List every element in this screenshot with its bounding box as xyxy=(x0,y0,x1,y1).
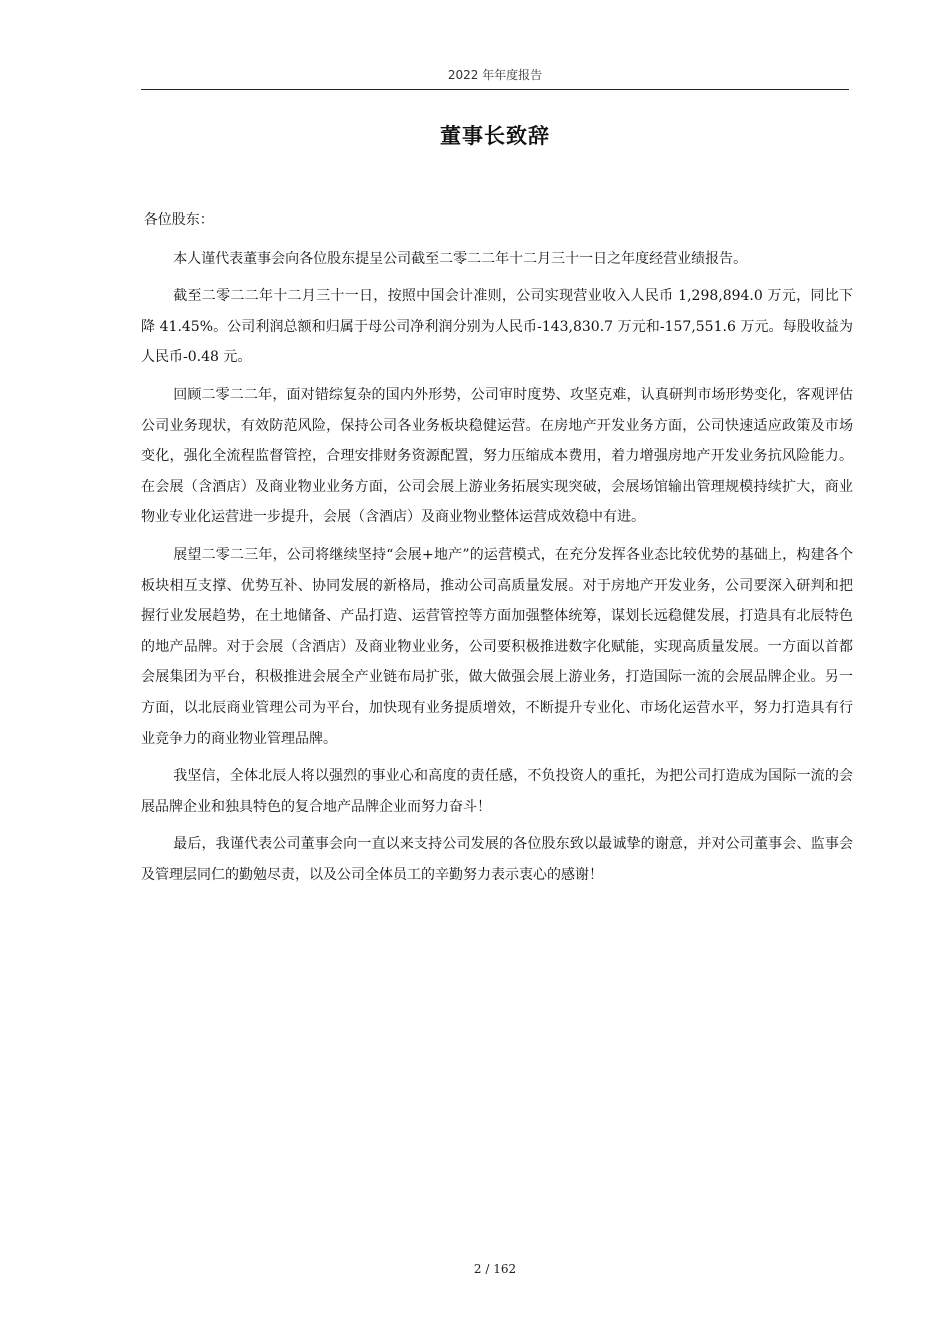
page-title: 董事长致辞 xyxy=(440,124,550,148)
paragraph-acknowledgement: 最后，我谨代表公司董事会向一直以来支持公司发展的各位股东致以最诚挚的谢意，并对公司董事会、监事会及管理层同仁的勤勉尽责，以及公司全体员工的辛勤努力表示衷心的感谢！ xyxy=(141,836,853,883)
letter-body xyxy=(141,205,853,897)
paragraph-outlook-2023: 展望二零二三年，公司将继续坚持“会展+地产”的运营模式，在充分发挥各业态比较优势的基础上，构建各个板块相互支撑、优势互补、协同发展的新格局，推动公司高质量发展。对于房地产开发业务，公司要深入研判和把握行业发展趋势，在土地储备、产品打造、运营管控等方面加强整体统筹，谋划长远稳健发展，打造具有北辰特色的地产品牌。对于会展（含酒店）及商业物业业务，公司要积极推进数字化赋能，实现高质量发展。一方面以首都会展集团为平台，积极推进会展全产业链布局扩张，做大做强会展上游业务，打造国际一流的会展品牌企业。另一方面，以北辰商业管理公司为平台，加快现有业务提质增效，不断提升专业化、市场化运营水平，努力打造具有行业竞争力的商业物业管理品牌。 xyxy=(141,546,853,747)
running-header: 2022 年年度报告 xyxy=(447,68,543,82)
paragraph-commitment: 我坚信，全体北辰人将以强烈的事业心和高度的责任感，不负投资人的重托，为把公司打造成为国际一流的会展品牌企业和独具特色的复合地产品牌企业而努力奋斗！ xyxy=(141,768,853,815)
paragraph-review-2022: 回顾二零二二年，面对错综复杂的国内外形势，公司审时度势、攻坚克难，认真研判市场形势变化，客观评估公司业务现状，有效防范风险，保持公司各业务板块稳健运营。在房地产开发业务方面，公司快速适应政策及市场变化，强化全流程监督管控，合理安排财务资源配置，努力压缩成本费用，着力增强房地产开发业务抗风险能力。在会展（含酒店）及商业物业业务方面，公司会展上游业务拓展实现突破，会展场馆输出管理规模持续扩大，商业物业专业化运营进一步提升，会展（含酒店）及商业物业整体运营成效稳中有进。 xyxy=(141,386,853,526)
paragraph-financial-results: 截至二零二二年十二月三十一日，按照中国会计准则，公司实现营业收入人民币 1,298,894.0 万元，同比下降 41.45%。公司利润总额和归属于母公司净利润分别为人民币-143,830.7 万元和-157,551.6 万元。每股收益为人民币-0.48 元。 xyxy=(141,288,853,366)
page-number: 2 / 162 xyxy=(473,1262,517,1276)
header-divider xyxy=(141,89,849,90)
salutation: 各位股东： xyxy=(143,212,214,228)
paragraph-intro: 本人谨代表董事会向各位股东提呈公司截至二零二二年十二月三十一日之年度经营业绩报告。 xyxy=(173,250,748,267)
